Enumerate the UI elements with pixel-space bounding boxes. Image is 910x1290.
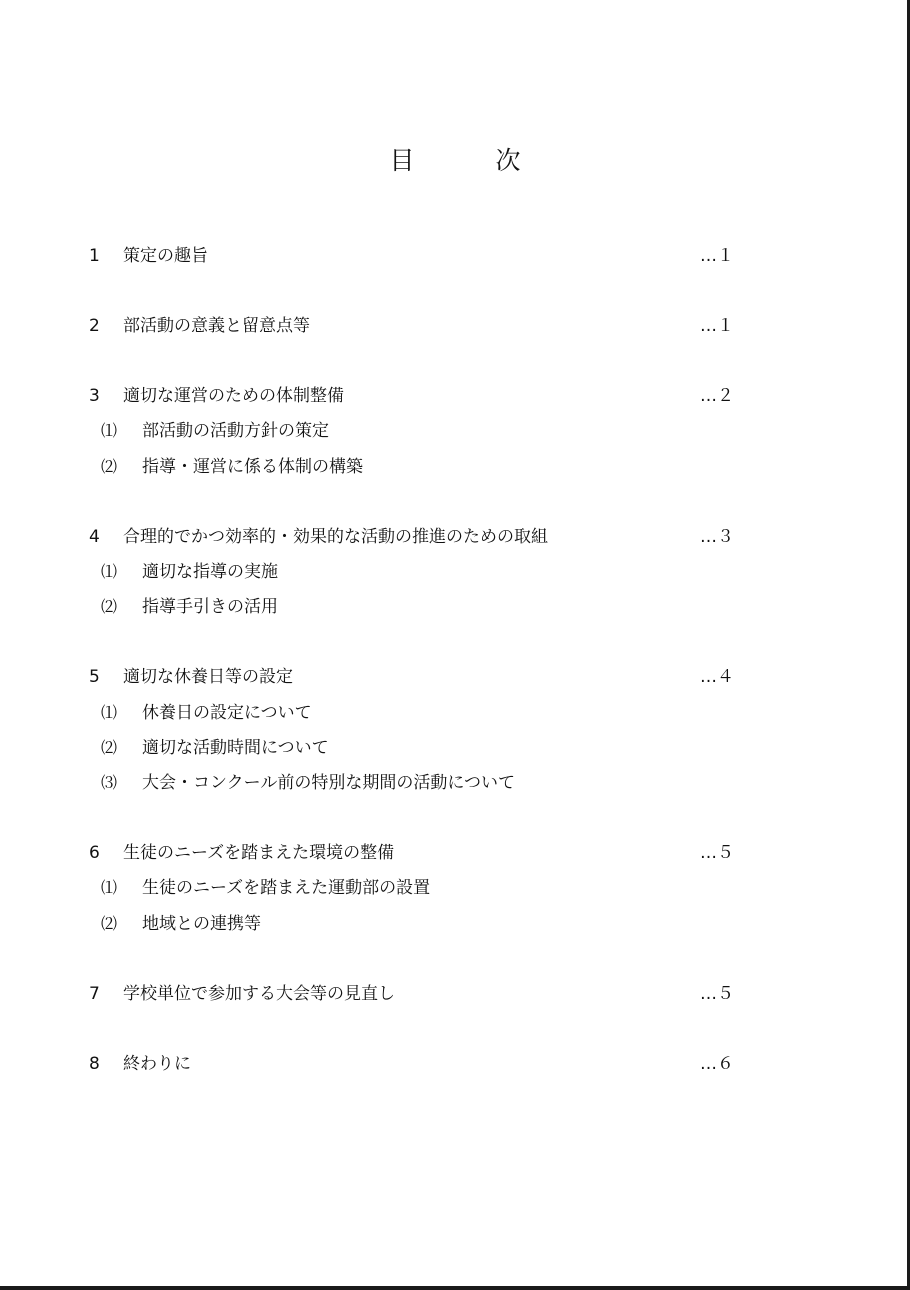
section-page-ref: …３ (700, 527, 734, 547)
toc-subsection-4-1[interactable] (0, 560, 910, 584)
section-title: 策定の趣旨 (123, 246, 208, 266)
section-page-ref: …４ (700, 667, 734, 687)
toc-section-7[interactable] (0, 982, 910, 1006)
section-number: 2 (89, 316, 100, 336)
section-number: 3 (89, 386, 100, 406)
subsection-number: ⑵ (101, 457, 118, 476)
section-number: 8 (89, 1054, 100, 1074)
section-title: 学校単位で参加する大会等の見直し (123, 984, 395, 1004)
section-title: 終わりに (123, 1054, 191, 1074)
section-page-ref: …１ (700, 316, 734, 336)
section-number: 7 (89, 984, 100, 1004)
toc-subsection-6-1[interactable] (0, 876, 910, 900)
toc-subsection-4-2[interactable] (0, 595, 910, 619)
subsection-number: ⑴ (101, 421, 118, 440)
subsection-number: ⑶ (101, 773, 118, 792)
subsection-number: ⑴ (101, 562, 118, 581)
section-page-ref: …１ (700, 246, 734, 266)
section-number: 6 (89, 843, 100, 863)
section-title: 部活動の意義と留意点等 (123, 316, 310, 336)
subsection-title: 休養日の設定について (142, 703, 312, 723)
subsection-number: ⑵ (101, 597, 118, 616)
subsection-number: ⑵ (101, 738, 118, 757)
section-number: 5 (89, 667, 100, 687)
page-title: 目 次 (389, 146, 549, 175)
toc-subsection-6-2[interactable] (0, 912, 910, 936)
section-title: 合理的でかつ効率的・効果的な活動の推進のための取組 (123, 527, 548, 547)
section-number: 4 (89, 527, 100, 547)
toc-section-4[interactable] (0, 525, 910, 549)
toc-subsection-5-3[interactable] (0, 771, 910, 795)
toc-section-3[interactable] (0, 384, 910, 408)
subsection-title: 生徒のニーズを踏まえた運動部の設置 (142, 878, 431, 898)
subsection-title: 適切な活動時間について (142, 738, 329, 758)
toc-subsection-3-2[interactable] (0, 455, 910, 479)
toc-subsection-5-1[interactable] (0, 701, 910, 725)
section-page-ref: …２ (700, 386, 734, 406)
toc-section-6[interactable] (0, 841, 910, 865)
toc-section-5[interactable] (0, 665, 910, 689)
section-title: 適切な休養日等の設定 (123, 667, 293, 687)
subsection-number: ⑴ (101, 703, 118, 722)
section-page-ref: …６ (700, 1054, 734, 1074)
section-number: 1 (89, 246, 100, 266)
subsection-title: 適切な指導の実施 (142, 562, 278, 582)
subsection-number: ⑴ (101, 878, 118, 897)
subsection-number: ⑵ (101, 914, 118, 933)
section-title: 適切な運営のための体制整備 (123, 386, 344, 406)
toc-section-8[interactable] (0, 1052, 910, 1076)
toc-subsection-5-2[interactable] (0, 736, 910, 760)
section-page-ref: …５ (700, 984, 734, 1004)
toc-section-1[interactable] (0, 244, 910, 268)
section-title: 生徒のニーズを踏まえた環境の整備 (123, 843, 395, 863)
toc-subsection-3-1[interactable] (0, 419, 910, 443)
section-page-ref: …５ (700, 843, 734, 863)
subsection-title: 大会・コンクール前の特別な期間の活動について (142, 773, 515, 793)
subsection-title: 指導・運営に係る体制の構築 (142, 457, 363, 477)
subsection-title: 部活動の活動方針の策定 (142, 421, 329, 441)
subsection-title: 指導手引きの活用 (142, 597, 278, 617)
toc-section-2[interactable] (0, 314, 910, 338)
subsection-title: 地域との連携等 (142, 914, 261, 934)
